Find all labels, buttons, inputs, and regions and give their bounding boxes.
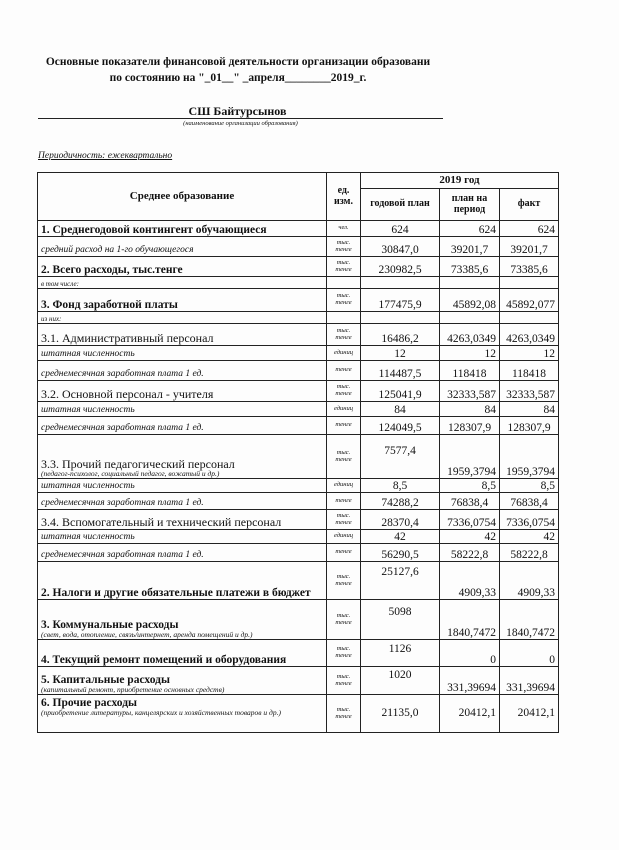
row-fact: 73385,6 xyxy=(500,257,559,277)
row-fact: 39201,7 xyxy=(500,237,559,257)
row-label-sub: (педагог-психолог, социальный педагог, вожатый и др.) xyxy=(41,469,220,479)
row-plan: 28370,4 xyxy=(361,510,440,530)
row-unit: единиц xyxy=(327,402,361,417)
row-plan: 5098 xyxy=(361,600,440,640)
row-unit: тыс. тенге xyxy=(327,695,361,733)
row-plan: 84 xyxy=(361,402,440,417)
title-line-1: Основные показатели финансовой деятельности организации образовани xyxy=(45,56,431,68)
document-title xyxy=(28,54,448,86)
row-plan: 624 xyxy=(361,221,440,237)
row-period: 624 xyxy=(440,221,500,237)
row-plan: 74288,2 xyxy=(361,493,440,510)
row-plan: 42 xyxy=(361,530,440,544)
row-fact: 58222,8 xyxy=(500,544,559,562)
row-fact: 118418 xyxy=(500,361,559,381)
row-label: среднемесячная заработная плата 1 ед. xyxy=(38,544,327,562)
row-plan: 30847,0 xyxy=(361,237,440,257)
row-period: 12 xyxy=(440,346,500,361)
row-period: 73385,6 xyxy=(440,257,500,277)
row-unit: тенге xyxy=(327,544,361,562)
table-row xyxy=(38,493,559,510)
row-period: 76838,4 xyxy=(440,493,500,510)
row-unit: тыс. тенге xyxy=(327,435,361,479)
table-row xyxy=(38,510,559,530)
row-period: 39201,7 xyxy=(440,237,500,257)
row-plan: 114487,5 xyxy=(361,361,440,381)
row-label: в том числе: xyxy=(38,277,327,289)
row-fact: 12 xyxy=(500,346,559,361)
table-row xyxy=(38,402,559,417)
row-period: 32333,587 xyxy=(440,381,500,402)
table-row xyxy=(38,544,559,562)
row-plan: 21135,0 xyxy=(361,695,440,733)
row-unit: единиц xyxy=(327,530,361,544)
row-period: 1959,3794 xyxy=(440,435,500,479)
row-label: штатная численность xyxy=(38,530,327,544)
table-row xyxy=(38,381,559,402)
row-unit: тыс. тенге xyxy=(327,600,361,640)
row-unit: единиц xyxy=(327,479,361,493)
row-period: 58222,8 xyxy=(440,544,500,562)
row-period: 45892,08 xyxy=(440,289,500,312)
row-unit: тыс. тенге xyxy=(327,381,361,402)
row-plan: 7577,4 xyxy=(361,435,440,479)
table-row xyxy=(38,695,559,733)
organization-caption: (наименование организации образования) xyxy=(183,120,298,127)
row-label-main: 3. Коммунальные расходы xyxy=(41,619,179,632)
row-label-sub: (капитальный ремонт, приобретение основных средств) xyxy=(41,685,225,695)
row-label: штатная численность xyxy=(38,346,327,361)
row-unit: тыс. тенге xyxy=(327,257,361,277)
row-plan: 230982,5 xyxy=(361,257,440,277)
row-period: 0 xyxy=(440,640,500,667)
row-unit: тенге xyxy=(327,493,361,510)
row-plan: 177475,9 xyxy=(361,289,440,312)
header-name: Среднее образование xyxy=(38,173,327,221)
row-period: 4263,0349 xyxy=(440,324,500,346)
row-period: 118418 xyxy=(440,361,500,381)
row-plan: 1126 xyxy=(361,640,440,667)
row-label: среднемесячная заработная плата 1 ед. xyxy=(38,493,327,510)
row-period: 128307,9 xyxy=(440,417,500,435)
row-fact: 1840,7472 xyxy=(500,600,559,640)
row-fact: 1959,3794 xyxy=(500,435,559,479)
financial-indicators-table xyxy=(37,172,559,733)
row-label xyxy=(38,600,327,640)
row-label: 3.4. Вспомогательный и технический персонал xyxy=(38,510,327,530)
row-unit: тыс. тенге xyxy=(327,510,361,530)
periodicity: Периодичность: ежеквартально xyxy=(38,151,173,161)
table-row xyxy=(38,530,559,544)
header-fact: факт xyxy=(500,189,559,221)
row-label: 4. Текущий ремонт помещений и оборудования xyxy=(38,640,327,667)
row-unit: тыс. тенге xyxy=(327,640,361,667)
table-row xyxy=(38,600,559,640)
row-fact: 32333,587 xyxy=(500,381,559,402)
table-row xyxy=(38,361,559,381)
table-row xyxy=(38,346,559,361)
row-unit: тыс. тенге xyxy=(327,667,361,695)
table-row xyxy=(38,417,559,435)
table-row xyxy=(38,257,559,277)
row-period: 42 xyxy=(440,530,500,544)
row-unit: тыс. тенге xyxy=(327,289,361,312)
row-label: 2. Всего расходы, тыс.тенге xyxy=(38,257,327,277)
row-plan: 124049,5 xyxy=(361,417,440,435)
row-fact: 45892,077 xyxy=(500,289,559,312)
row-unit: тенге xyxy=(327,417,361,435)
row-label: 3.1. Административный персонал xyxy=(38,324,327,346)
table-row xyxy=(38,312,559,324)
row-plan: 16486,2 xyxy=(361,324,440,346)
row-fact: 20412,1 xyxy=(500,695,559,733)
row-fact: 84 xyxy=(500,402,559,417)
row-period: 84 xyxy=(440,402,500,417)
row-period: 7336,0754 xyxy=(440,510,500,530)
table-row xyxy=(38,667,559,695)
row-fact: 624 xyxy=(500,221,559,237)
row-label: 1. Среднегодовой контингент обучающиеся xyxy=(38,221,327,237)
table-row xyxy=(38,435,559,479)
row-fact: 128307,9 xyxy=(500,417,559,435)
row-unit: тыс. тенге xyxy=(327,237,361,257)
row-period: 8,5 xyxy=(440,479,500,493)
row-unit: тенге xyxy=(327,361,361,381)
row-label-sub: (свет, вода, отопление, связь/интернет, аренда помещений и др.) xyxy=(41,630,253,640)
table-row xyxy=(38,237,559,257)
row-label xyxy=(38,695,327,733)
row-fact: 42 xyxy=(500,530,559,544)
row-period: 331,39694 xyxy=(440,667,500,695)
header-plan-year: годовой план xyxy=(361,189,440,221)
row-label: средний расход на 1-го обучающегося xyxy=(38,237,327,257)
table-row xyxy=(38,221,559,237)
row-label: среднемесячная заработная плата 1 ед. xyxy=(38,417,327,435)
row-unit: тыс. тенге xyxy=(327,562,361,600)
row-plan: 56290,5 xyxy=(361,544,440,562)
organization-name: СШ Байтурсынов xyxy=(188,104,287,118)
organization-underline xyxy=(38,118,443,119)
row-period: 1840,7472 xyxy=(440,600,500,640)
row-label xyxy=(38,667,327,695)
row-label: среднемесячная заработная плата 1 ед. xyxy=(38,361,327,381)
row-unit: чел. xyxy=(327,221,361,237)
row-fact: 76838,4 xyxy=(500,493,559,510)
row-plan: 8,5 xyxy=(361,479,440,493)
row-plan: 1020 xyxy=(361,667,440,695)
row-label-sub: (приобретение литературы, канцелярских и хозяйственных товаров и др.) xyxy=(41,708,281,718)
table-row xyxy=(38,562,559,600)
row-label-main: 5. Капитальные расходы xyxy=(41,674,170,687)
row-plan: 12 xyxy=(361,346,440,361)
table-row xyxy=(38,479,559,493)
header-plan-period: план на период xyxy=(440,189,500,221)
row-fact: 0 xyxy=(500,640,559,667)
row-unit: единиц xyxy=(327,346,361,361)
row-plan: 25127,6 xyxy=(361,562,440,600)
row-label: из них: xyxy=(38,312,327,324)
row-label: 3.2. Основной персонал - учителя xyxy=(38,381,327,402)
table-row xyxy=(38,277,559,289)
row-period: 20412,1 xyxy=(440,695,500,733)
row-fact: 331,39694 xyxy=(500,667,559,695)
row-label: 2. Налоги и другие обязательные платежи в бюджет xyxy=(38,562,327,600)
row-plan: 125041,9 xyxy=(361,381,440,402)
row-unit: тыс. тенге xyxy=(327,324,361,346)
header-unit: ед. изм. xyxy=(327,173,361,221)
row-fact: 4909,33 xyxy=(500,562,559,600)
table-row xyxy=(38,289,559,312)
row-period: 4909,33 xyxy=(440,562,500,600)
row-fact: 7336,0754 xyxy=(500,510,559,530)
header-year: 2019 год xyxy=(361,173,559,189)
row-fact: 8,5 xyxy=(500,479,559,493)
row-label xyxy=(38,435,327,479)
row-label-main: 3.3. Прочий педагогический персонал xyxy=(41,456,235,471)
row-fact: 4263,0349 xyxy=(500,324,559,346)
row-label: 3. Фонд заработной платы xyxy=(38,289,327,312)
title-line-2: по состоянию на "_01__" _апреля________2019_г. xyxy=(109,72,367,84)
table-row xyxy=(38,640,559,667)
row-label: штатная численность xyxy=(38,402,327,417)
row-label-main: 6. Прочие расходы xyxy=(41,697,138,709)
row-label: штатная численность xyxy=(38,479,327,493)
table-row xyxy=(38,324,559,346)
